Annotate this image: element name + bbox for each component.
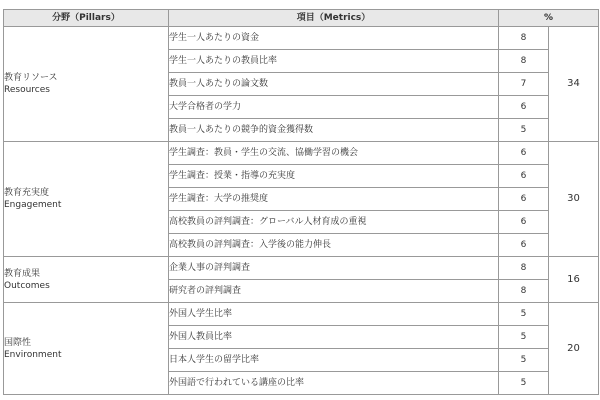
pillar-total: 16 (549, 257, 599, 303)
table-row (4, 257, 599, 280)
pillar-cell (4, 257, 169, 303)
percent-header: % (499, 10, 599, 27)
metric-label: 学生調査：授業・指導の充実度 (169, 165, 499, 188)
metric-weight: 6 (499, 211, 549, 234)
pillar-name-en: Environment (4, 349, 62, 360)
table-body (4, 27, 599, 395)
table-row (4, 303, 599, 326)
metric-label: 外国語で行われている講座の比率 (169, 372, 499, 395)
metrics-header: 項目（Metrics） (169, 10, 499, 27)
metric-label: 高校教員の評判調査：入学後の能力伸長 (169, 234, 499, 257)
metric-label: 研究者の評判調査 (169, 280, 499, 303)
metric-label: 大学合格者の学力 (169, 96, 499, 119)
metric-weight: 5 (499, 119, 549, 142)
pillar-total: 30 (549, 142, 599, 257)
metric-label: 教員一人あたりの競争的資金獲得数 (169, 119, 499, 142)
pillar-name-jp: 教育成果 (4, 268, 41, 279)
pillar-cell (4, 27, 169, 142)
metric-weight: 8 (499, 257, 549, 280)
weights-table (3, 9, 599, 395)
metric-weight: 6 (499, 142, 549, 165)
metric-weight: 6 (499, 165, 549, 188)
pillar-name-jp: 教育リソース (4, 73, 58, 83)
metric-label: 企業人事の評判調査 (169, 257, 499, 280)
pillar-cell (4, 142, 169, 257)
metric-weight: 5 (499, 349, 549, 372)
metric-label: 学生一人あたりの資金 (169, 27, 499, 50)
metric-weight: 6 (499, 188, 549, 211)
metric-weight: 8 (499, 27, 549, 50)
metric-label: 学生調査：大学の推奨度 (169, 188, 499, 211)
pillar-name-en: Engagement (4, 200, 62, 210)
metric-weight: 7 (499, 73, 549, 96)
pillar-name-en: Resources (4, 85, 50, 95)
metric-label: 外国人学生比率 (169, 303, 499, 326)
table-row (4, 27, 599, 50)
header-row (4, 10, 599, 27)
metric-weight: 6 (499, 96, 549, 119)
metric-label: 学生一人あたりの教員比率 (169, 50, 499, 73)
metric-label: 外国人教員比率 (169, 326, 499, 349)
pillars-header: 分野（Pillars） (4, 10, 169, 27)
pillar-name-jp: 国際性 (4, 337, 32, 348)
metric-label: 学生調査：教員・学生の交流、協働学習の機会 (169, 142, 499, 165)
metric-label: 日本人学生の留学比率 (169, 349, 499, 372)
pillar-cell (4, 303, 169, 395)
pillar-name-en: Outcomes (4, 280, 50, 291)
pillar-name-jp: 教育充実度 (4, 188, 50, 198)
table-row (4, 142, 599, 165)
metric-weight: 6 (499, 234, 549, 257)
metric-weight: 8 (499, 50, 549, 73)
metric-weight: 5 (499, 372, 549, 395)
metric-label: 教員一人あたりの論文数 (169, 73, 499, 96)
pillar-total: 20 (549, 303, 599, 395)
metric-weight: 8 (499, 280, 549, 303)
metric-weight: 5 (499, 303, 549, 326)
metric-label: 高校教員の評判調査：グローバル人材育成の重視 (169, 211, 499, 234)
metric-weight: 5 (499, 326, 549, 349)
pillar-total: 34 (549, 27, 599, 142)
